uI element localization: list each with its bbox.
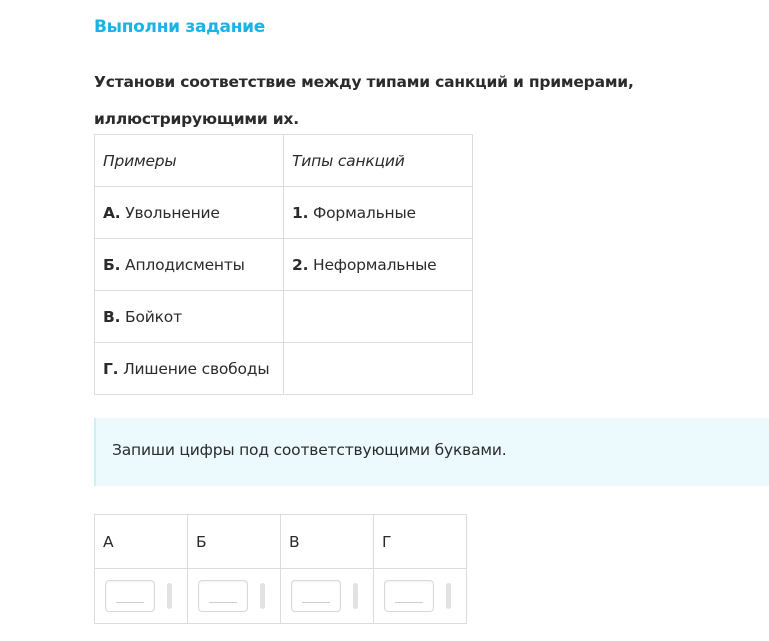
answer-input-b[interactable] xyxy=(198,580,248,612)
answer-table xyxy=(94,514,467,624)
answer-cell-a xyxy=(95,569,188,624)
answer-cell-b xyxy=(188,569,281,624)
header-types: Типы санкций xyxy=(284,135,473,187)
hint-box xyxy=(94,418,769,486)
drag-handle[interactable] xyxy=(167,583,172,609)
drag-handle[interactable] xyxy=(446,583,451,609)
table-row xyxy=(95,187,473,239)
header-examples: Примеры xyxy=(95,135,284,187)
example-a: А. Увольнение xyxy=(95,187,284,239)
answer-cell-g xyxy=(374,569,467,624)
question-text: Установи соответствие между типами санкций и примерами, иллюстрирующими их. xyxy=(94,73,634,128)
table-row xyxy=(95,239,473,291)
table-row xyxy=(95,291,473,343)
empty-cell xyxy=(284,291,473,343)
hint-text: Запиши цифры под соответствующими буквами. xyxy=(112,441,507,459)
answer-input-a[interactable] xyxy=(105,580,155,612)
answer-letter-a: А xyxy=(95,515,188,569)
answer-cell-v xyxy=(281,569,374,624)
answer-input-g[interactable] xyxy=(384,580,434,612)
example-v: В. Бойкот xyxy=(95,291,284,343)
answer-letter-b: Б xyxy=(188,515,281,569)
type-2: 2. Неформальные xyxy=(284,239,473,291)
type-1: 1. Формальные xyxy=(284,187,473,239)
answer-letter-v: В xyxy=(281,515,374,569)
example-g: Г. Лишение свободы xyxy=(95,343,284,395)
example-b: Б. Аплодисменты xyxy=(95,239,284,291)
matching-table xyxy=(94,134,473,395)
drag-handle[interactable] xyxy=(353,583,358,609)
answer-inputs-row xyxy=(95,569,467,624)
task-title: Выполни задание xyxy=(94,17,266,37)
answer-letters-row xyxy=(95,515,467,569)
drag-handle[interactable] xyxy=(260,583,265,609)
table-row xyxy=(95,343,473,395)
answer-input-v[interactable] xyxy=(291,580,341,612)
answer-letter-g: Г xyxy=(374,515,467,569)
empty-cell xyxy=(284,343,473,395)
table-header-row xyxy=(95,135,473,187)
